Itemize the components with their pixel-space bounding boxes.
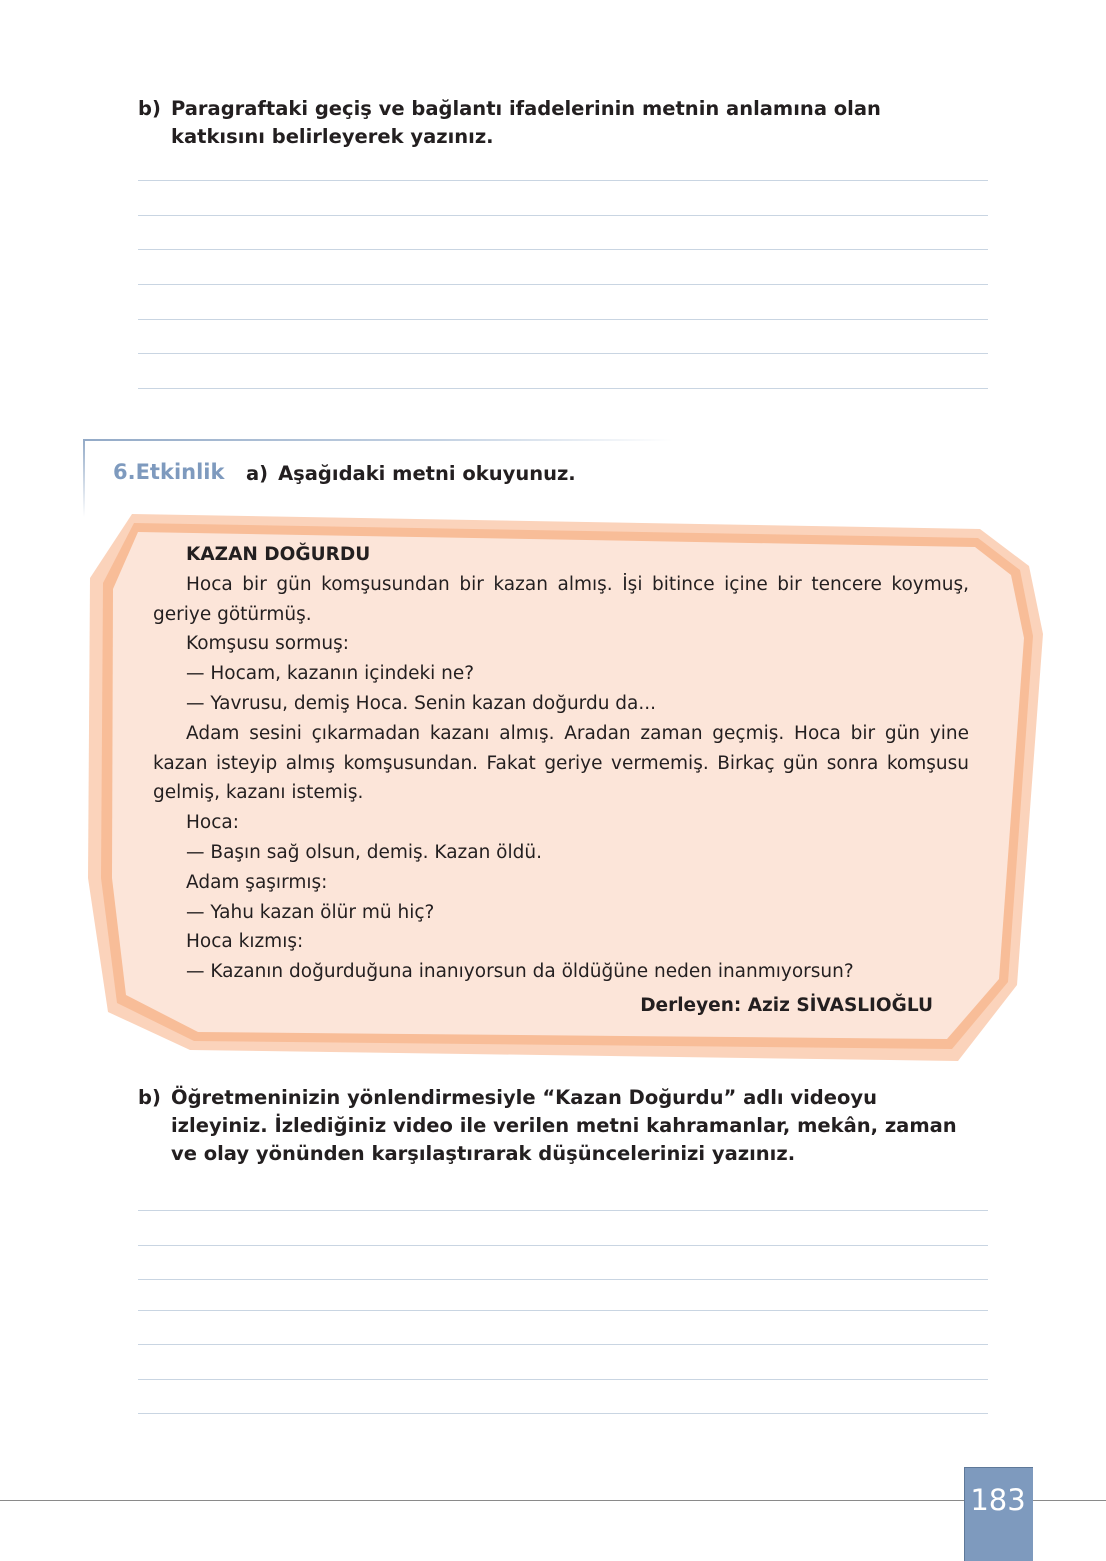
page-number: 183 (970, 1483, 1026, 1517)
story-paragraph: Adam şaşırmış: (186, 871, 328, 893)
story-title: KAZAN DOĞURDU (186, 544, 371, 565)
answer-line (138, 1413, 988, 1414)
story-paragraph: — Yavrusu, demiş Hoca. Senin kazan doğurdu da... (186, 692, 657, 714)
story-paragraph: Hoca bir gün komşusundan bir kazan almış. İşi bitince içine bir tencere koymuş, geriye götürmüş. (153, 573, 969, 625)
answer-line (138, 1310, 988, 1311)
question-text: Paragraftaki geçiş ve bağlantı ifadelerinin metnin anlamına olan katkısını belirleyerek yazınız. (171, 97, 881, 148)
answer-line (138, 1245, 988, 1246)
story-paragraph: — Yahu kazan ölür mü hiç? (186, 901, 435, 923)
question-letter: b) (138, 1086, 161, 1109)
story-paragraph: Hoca: (186, 812, 239, 834)
story-text (153, 540, 969, 1021)
footer-rule (0, 1500, 1106, 1501)
story-author: Derleyen: Aziz SİVASLIOĞLU (640, 994, 933, 1016)
activity-title: 6.Etkinlik (113, 460, 225, 484)
answer-line (138, 1279, 988, 1280)
story-paragraph: — Kazanın doğurduğuna inanıyorsun da öldüğüne neden inanmıyorsun? (186, 961, 854, 983)
story-paragraph: — Başın sağ olsun, demiş. Kazan öldü. (186, 841, 542, 863)
question-text: Öğretmeninizin yönlendirmesiyle “Kazan Doğurdu” adlı videoyu izleyiniz. İzlediğiniz video ile verilen metni kahramanlar, mekân, zaman ve olay yönünden karşılaştırarak düşüncelerinizi yazınız. (171, 1086, 957, 1165)
answer-lines-b2[interactable] (138, 1210, 988, 1420)
question-b-video (138, 1084, 968, 1168)
story-paragraph: — Hocam, kazanın içindeki ne? (186, 663, 475, 685)
question-letter: b) (138, 97, 161, 120)
answer-line (138, 1210, 988, 1211)
answer-line (138, 1379, 988, 1380)
story-paragraph: Komşusu sormuş: (186, 633, 350, 655)
part-a-letter: a) (246, 462, 269, 485)
story-paragraph: Hoca kızmış: (186, 931, 304, 953)
story-paragraph: Adam sesini çıkarmadan kazanı almış. Aradan zaman geçmiş. Hoca bir gün yine kazan isteyip almış komşusundan. Fakat geriye vermemiş. Birkaç gün sonra komşusu gelmiş, kazanı istemiş. (153, 722, 969, 804)
part-a-text: Aşağıdaki metni okuyunuz. (278, 462, 576, 485)
answer-line (138, 1344, 988, 1345)
